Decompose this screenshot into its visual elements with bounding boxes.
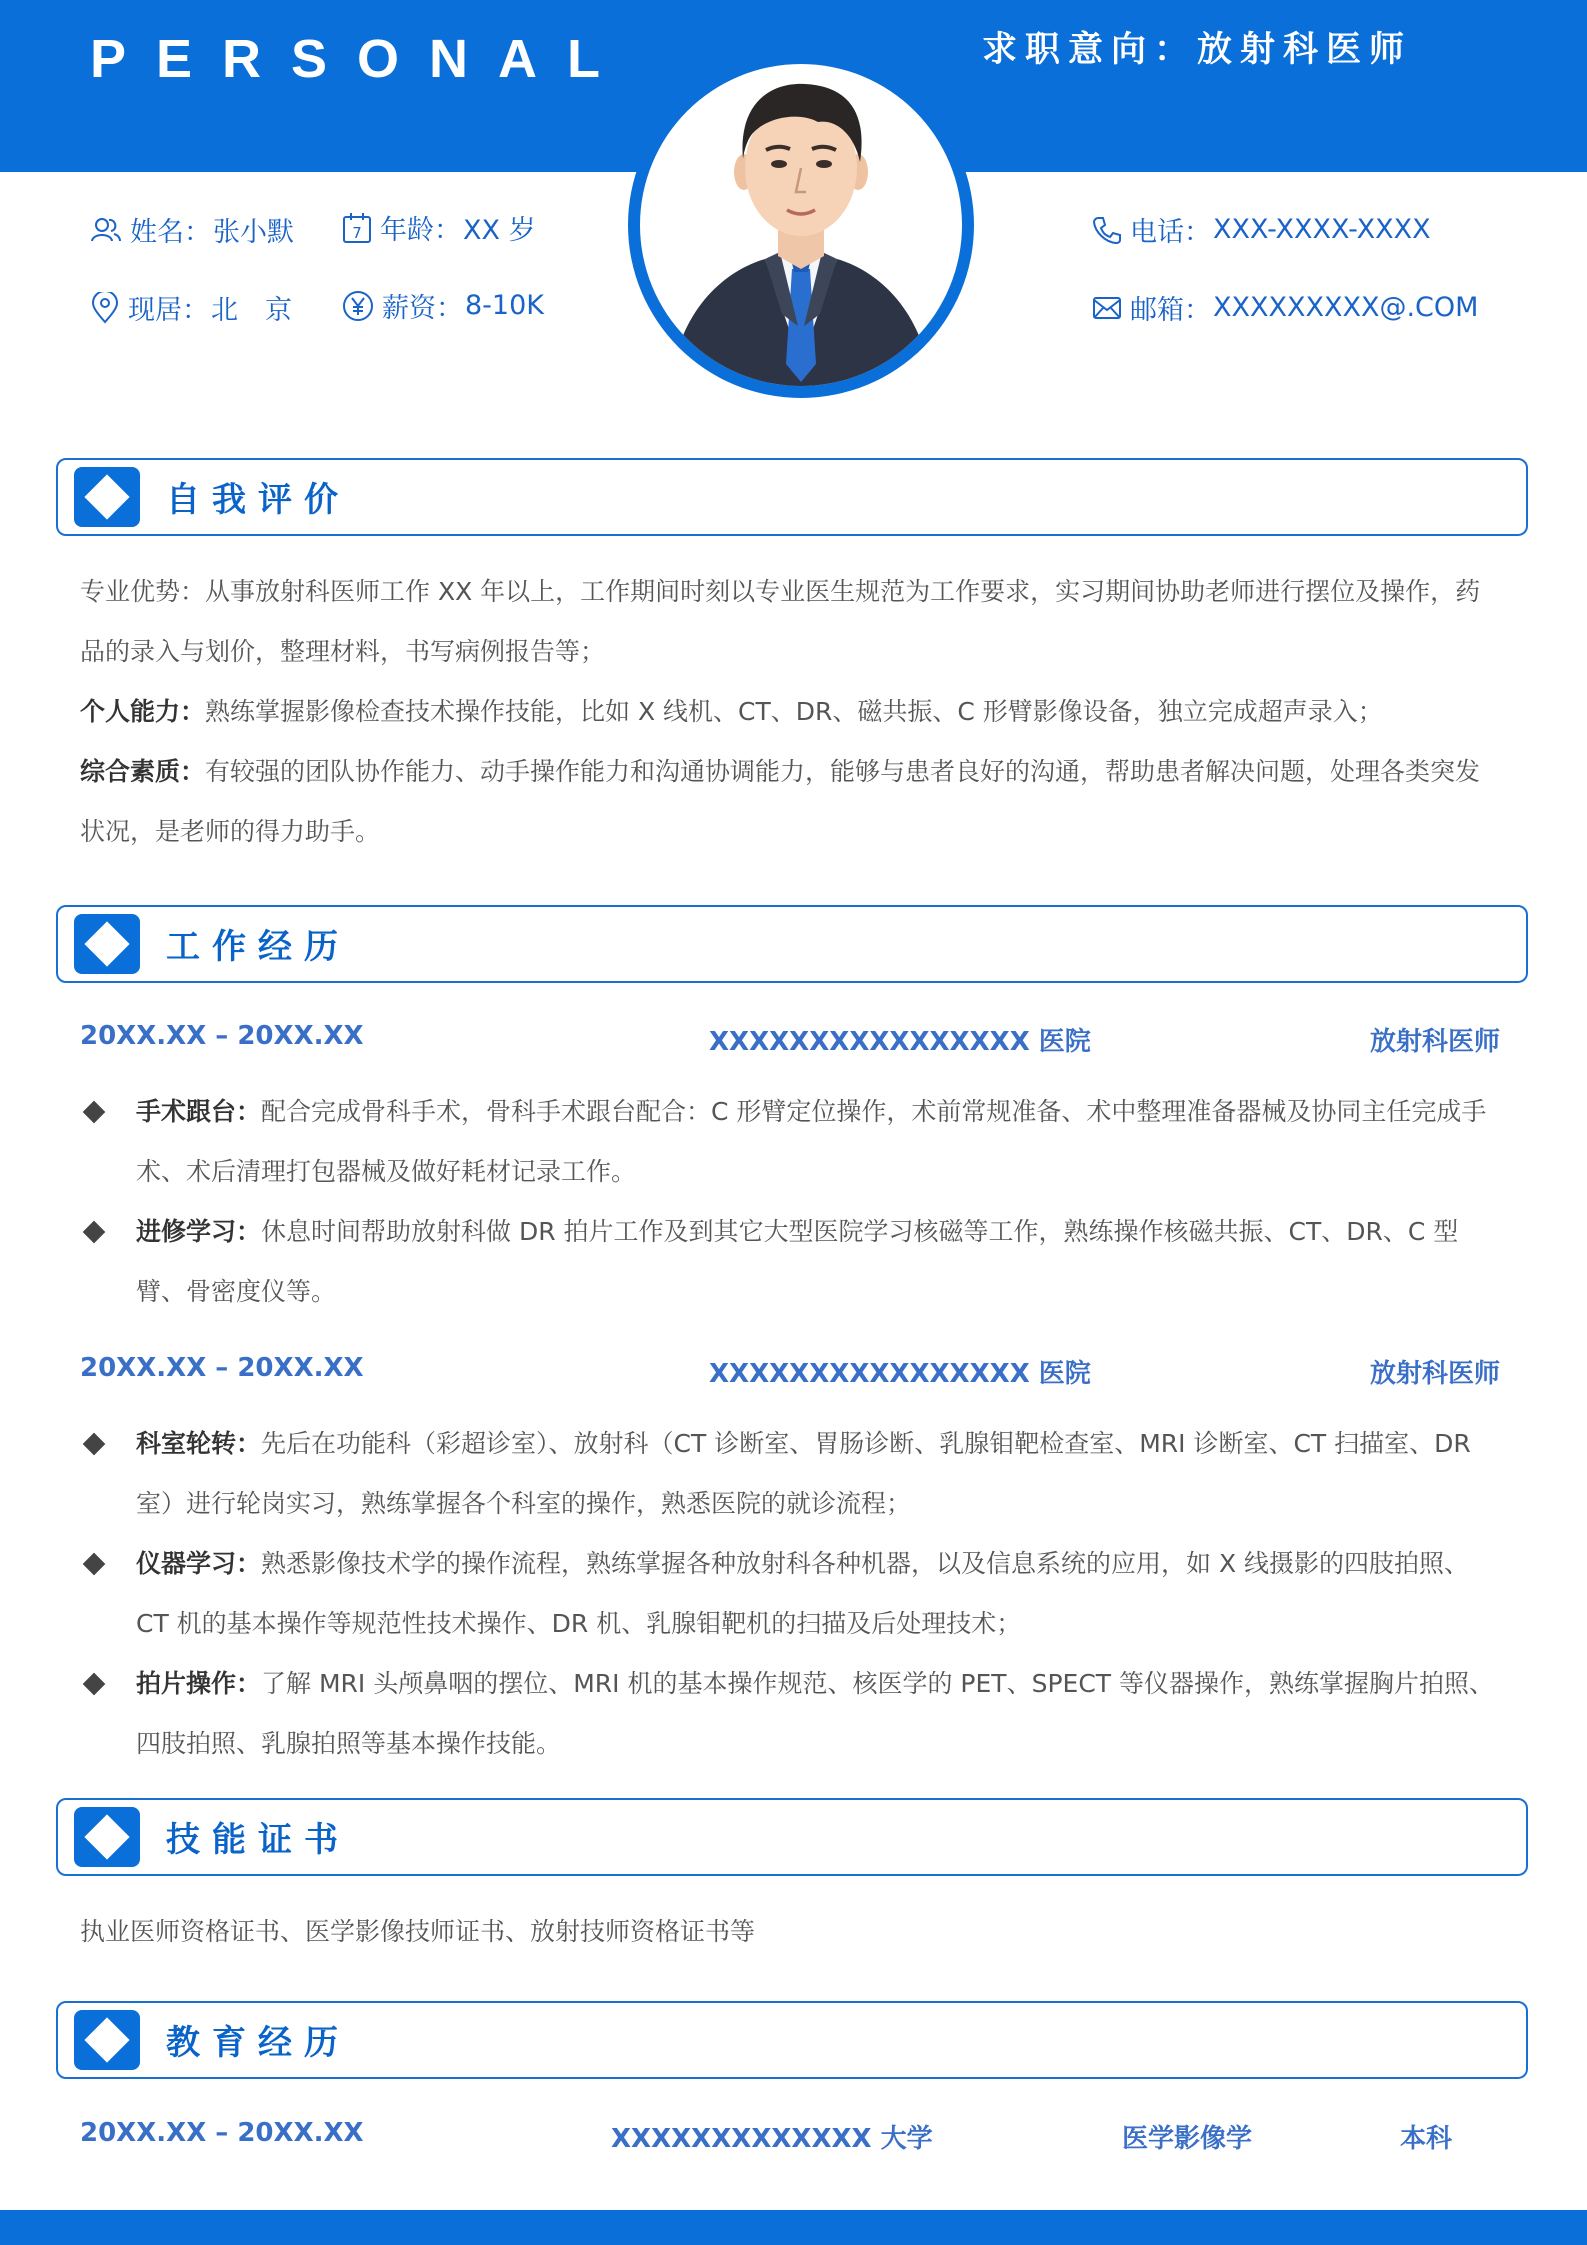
section-header-education	[56, 2001, 1528, 2079]
bullet-label: 仪器学习：	[136, 1549, 262, 1578]
diamond-bullet-icon	[83, 1673, 106, 1696]
edu-major: 医学影像学	[1122, 2124, 1253, 2154]
email-value: XXXXXXXXX@.COM	[1213, 292, 1479, 323]
self-eval-p2-text: 熟练掌握影像检查技术操作技能，比如 X 线机、CT、DR、磁共振、C 形臂影像设备，独立完成超声录入；	[205, 697, 1383, 726]
age-label: 年龄：	[380, 215, 461, 246]
diamond-bullet-icon	[83, 1433, 106, 1456]
email-label: 邮箱：	[1130, 295, 1211, 326]
section-title: 自我评价	[166, 480, 350, 520]
section-header-skills	[56, 1798, 1528, 1876]
bullet-label: 科室轮转：	[136, 1429, 262, 1458]
brand-title: PERSONAL	[90, 29, 631, 89]
bullet-text: 了解 MRI 头颅鼻咽的摆位、MRI 机的基本操作规范、核医学的 PET、SPECT 等仪器操作，熟练掌握胸片拍照、四肢拍照、乳腺拍照等基本操作技能。	[136, 1669, 1494, 1758]
edu-period: 20XX.XX – 20XX.XX	[80, 2118, 364, 2148]
list-item	[80, 1654, 1500, 1774]
avatar-photo	[640, 64, 962, 386]
residence-value: 北 京	[211, 295, 292, 326]
job-period: 20XX.XX – 20XX.XX	[80, 1021, 364, 1051]
section-title: 技能证书	[166, 1820, 350, 1860]
yen-icon	[342, 290, 374, 322]
residence-label: 现居：	[128, 295, 209, 326]
calendar-day: 7	[352, 223, 362, 242]
list-item	[80, 1202, 1500, 1322]
job-role: 放射科医师	[1369, 1359, 1500, 1389]
diamond-bullet-icon	[83, 1101, 106, 1124]
self-eval-p1: 专业优势：从事放射科医师工作 XX 年以上，工作期间时刻以专业医生规范为工作要求，实习期间协助老师进行摆位及操作，药品的录入与划价，整理材料，书写病例报告等；	[80, 577, 1481, 666]
phone-icon	[1092, 215, 1122, 245]
footer-band	[0, 2210, 1587, 2245]
self-eval-p2-label: 个人能力：	[80, 697, 206, 726]
section-header-work	[56, 905, 1528, 983]
self-eval-p3-text: 有较强的团队协作能力、动手操作能力和沟通协调能力，能够与患者良好的沟通，帮助患者解决问题，处理各类突发状况，是老师的得力助手。	[80, 757, 1481, 846]
section-title: 工作经历	[166, 927, 350, 967]
job-intent: 求职意向：放射科医师	[982, 30, 1413, 70]
info-email	[1092, 288, 1478, 327]
list-item	[80, 1082, 1500, 1202]
bullet-label: 进修学习：	[136, 1217, 262, 1246]
bullet-label: 拍片操作：	[136, 1669, 262, 1698]
phone-label: 电话：	[1130, 217, 1211, 248]
list-item	[80, 1534, 1500, 1654]
job-period: 20XX.XX – 20XX.XX	[80, 1353, 364, 1383]
bullet-label: 手术跟台：	[136, 1097, 262, 1126]
job-row	[80, 1353, 1500, 1393]
diamond-icon	[74, 467, 140, 527]
section-header-self-eval	[56, 458, 1528, 536]
self-eval-p2	[80, 682, 1500, 742]
salary-label: 薪资：	[382, 293, 463, 324]
mail-icon	[1092, 295, 1122, 321]
job-org: XXXXXXXXXXXXXXXX 医院	[709, 1359, 1091, 1389]
avatar	[628, 52, 974, 398]
name-label: 姓名：	[130, 217, 211, 248]
info-salary	[342, 286, 544, 325]
phone-value: XXX-XXXX-XXXX	[1213, 214, 1431, 245]
edu-school: XXXXXXXXXXXXX 大学	[611, 2124, 933, 2154]
info-name	[90, 210, 294, 249]
calendar-icon	[342, 212, 372, 244]
job-org: XXXXXXXXXXXXXXXX 医院	[709, 1027, 1091, 1057]
education-row	[80, 2118, 1500, 2158]
name-value: 张小默	[213, 217, 294, 248]
info-phone	[1092, 210, 1431, 249]
job-role: 放射科医师	[1369, 1027, 1500, 1057]
diamond-icon	[74, 2010, 140, 2070]
diamond-bullet-icon	[83, 1221, 106, 1244]
list-item	[80, 1414, 1500, 1534]
bullet-text: 配合完成骨科手术，骨科手术跟台配合：C 形臂定位操作，术前常规准备、术中整理准备器械及协同主任完成手术、术后清理打包器械及做好耗材记录工作。	[136, 1097, 1487, 1186]
diamond-icon	[74, 1807, 140, 1867]
job-row	[80, 1021, 1500, 1061]
info-residence	[90, 288, 292, 327]
location-icon	[90, 292, 120, 324]
edu-degree: 本科	[1400, 2124, 1453, 2154]
users-icon	[90, 216, 122, 244]
skills-text: 执业医师资格证书、医学影像技师证书、放射技师资格证书等	[80, 1917, 756, 1946]
bullet-text: 熟悉影像技术学的操作流程，熟练掌握各种放射科各种机器，以及信息系统的应用，如 X 线摄影的四肢拍照、CT 机的基本操作等规范性技术操作、DR 机、乳腺钼靶机的扫描及后处理技术；	[136, 1549, 1470, 1638]
bullet-text: 先后在功能科（彩超诊室）、放射科（CT 诊断室、胃肠诊断、乳腺钼靶检查室、MRI 诊断室、CT 扫描室、DR 室）进行轮岗实习，熟练掌握各个科室的操作，熟悉医院的就诊流程；	[136, 1429, 1471, 1518]
section-title: 教育经历	[166, 2023, 350, 2063]
bullet-text: 休息时间帮助放射科做 DR 拍片工作及到其它大型医院学习核磁等工作，熟练操作核磁共振、CT、DR、C 型臂、骨密度仪等。	[136, 1217, 1459, 1306]
diamond-icon	[74, 914, 140, 974]
self-eval-p3-label: 综合素质：	[80, 757, 206, 786]
info-age	[342, 208, 536, 247]
age-value: XX 岁	[463, 215, 536, 246]
diamond-bullet-icon	[83, 1553, 106, 1576]
self-eval-p3	[80, 742, 1500, 862]
salary-value: 8-10K	[465, 290, 544, 321]
